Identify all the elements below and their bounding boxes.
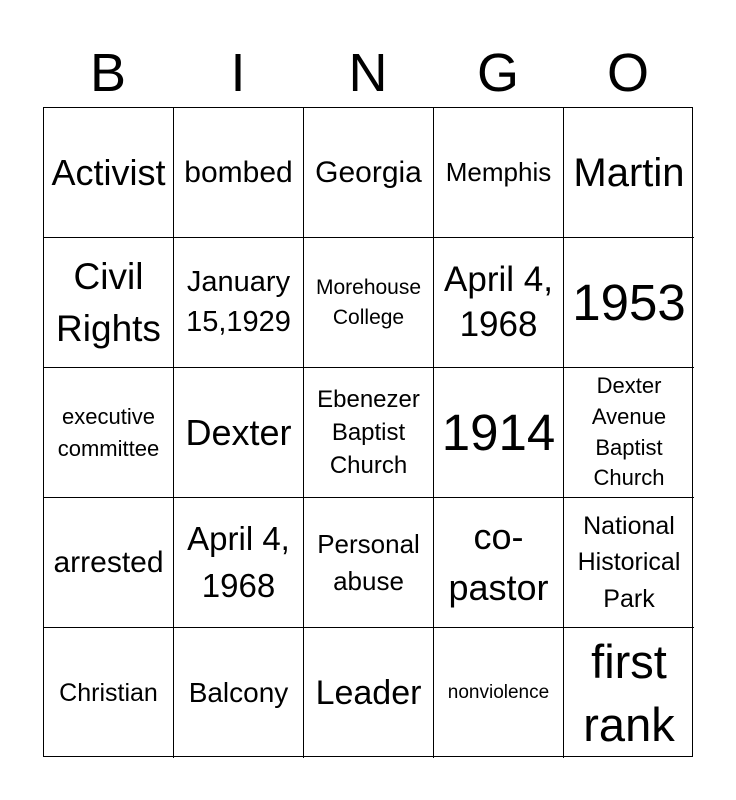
cell-text: Dexter xyxy=(185,411,292,453)
cell-text: 1953 xyxy=(572,273,686,331)
bingo-cell[interactable] xyxy=(304,108,434,238)
header-letter-n: N xyxy=(348,43,388,103)
cell-text: April 4, 1968 xyxy=(444,259,553,344)
cell-text: January 15,1929 xyxy=(186,266,291,338)
cell-text: Georgia xyxy=(315,155,422,189)
bingo-cell[interactable] xyxy=(564,368,694,498)
bingo-cell[interactable] xyxy=(564,498,694,628)
cell-text: Morehouse College xyxy=(315,276,422,329)
cell-text: arrested xyxy=(53,545,164,579)
bingo-cell[interactable] xyxy=(44,108,174,238)
bingo-cell[interactable] xyxy=(174,238,304,368)
bingo-cell[interactable] xyxy=(434,368,564,498)
cell-text: executive committee xyxy=(57,404,160,461)
bingo-cell[interactable] xyxy=(434,498,564,628)
bingo-cell[interactable] xyxy=(174,628,304,758)
bingo-board xyxy=(43,107,693,757)
bingo-cell[interactable] xyxy=(434,238,564,368)
bingo-cell[interactable] xyxy=(564,108,694,238)
cell-text: first rank xyxy=(583,634,675,751)
cell-text: 1914 xyxy=(441,403,556,461)
header-letter-b: B xyxy=(89,43,127,103)
bingo-cell[interactable] xyxy=(44,368,174,498)
cell-text: Dexter Avenue Baptist Church xyxy=(591,372,667,491)
bingo-cell[interactable] xyxy=(304,628,434,758)
bingo-header xyxy=(43,38,693,108)
cell-text: National Historical Park xyxy=(577,512,681,613)
cell-text: April 4, 1968 xyxy=(187,520,290,604)
bingo-cell[interactable] xyxy=(44,628,174,758)
bingo-cell[interactable] xyxy=(564,238,694,368)
bingo-cell[interactable] xyxy=(174,368,304,498)
bingo-cell[interactable] xyxy=(174,108,304,238)
bingo-cell[interactable] xyxy=(304,238,434,368)
bingo-cell[interactable] xyxy=(564,628,694,758)
bingo-cell[interactable] xyxy=(44,498,174,628)
cell-text: co-pastor xyxy=(448,516,549,608)
bingo-cell[interactable] xyxy=(434,108,564,238)
bingo-cell[interactable] xyxy=(304,368,434,498)
header-letter-g: G xyxy=(476,43,519,103)
cell-text: Activist xyxy=(51,151,166,193)
cell-text: Memphis xyxy=(445,156,552,187)
cell-text: Leader xyxy=(315,673,422,712)
cell-text: bombed xyxy=(184,155,293,189)
header-letter-i: I xyxy=(230,43,246,103)
cell-text: Martin xyxy=(573,150,685,195)
cell-text: Ebenezer Baptist Church xyxy=(317,385,420,480)
cell-text: Civil Rights xyxy=(56,255,161,349)
bingo-cell[interactable] xyxy=(174,498,304,628)
bingo-cell[interactable] xyxy=(304,498,434,628)
bingo-cell[interactable] xyxy=(44,238,174,368)
cell-text: Personal abuse xyxy=(317,529,420,596)
cell-text: nonviolence xyxy=(447,681,550,703)
cell-text: Christian xyxy=(59,679,158,707)
bingo-cell[interactable] xyxy=(434,628,564,758)
header-letter-o: O xyxy=(606,43,649,103)
cell-text: Balcony xyxy=(188,677,289,709)
